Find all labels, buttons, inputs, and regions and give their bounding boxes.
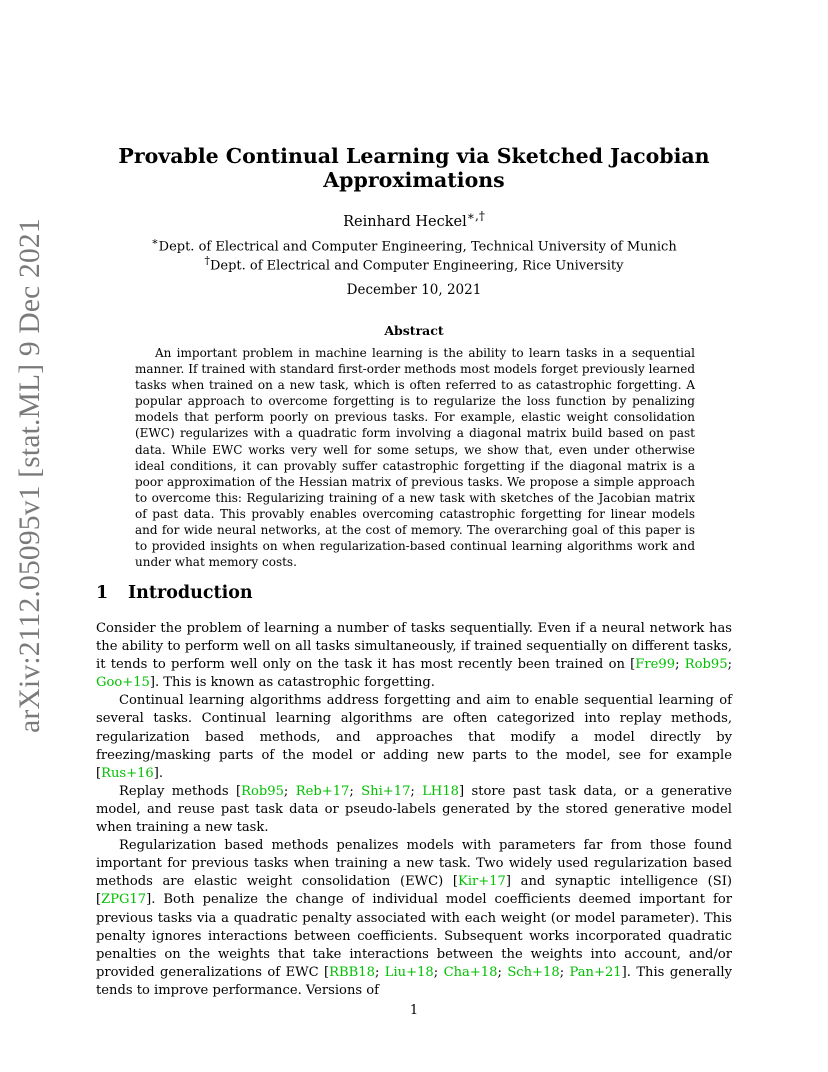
citation-link-goo15[interactable]: Goo+15 (96, 675, 150, 691)
citation-link-liu18[interactable]: Liu+18 (384, 964, 434, 980)
author-affiliation-marks: ∗,† (466, 209, 485, 223)
page-number: 1 (409, 1003, 419, 1018)
arxiv-identifier-stamp (12, 217, 48, 733)
citation-link-fre99[interactable]: Fre99 (635, 657, 676, 673)
intro-paragraph-3: Replay methods [Rob95; Reb+17; Shi+17; LH18] store past task data, or a generative model, and reuse past task data or pseudo-labels generated by the stored generative model when training a new task. (96, 783, 732, 836)
citation-link-pan21[interactable]: Pan+21 (569, 964, 622, 980)
author-name: Reinhard Heckel (343, 213, 467, 230)
abstract-text: An important problem in machine learning is the ability to learn tasks in a sequential manner. If trained with standard first-order methods most models forget previously learned tasks when trained on a new task, which is often referred to as catastrophic forgetting. A popular approach to overcome forgetting is to regularize the loss function by penalizing models that perform poorly on previous tasks. For example, elastic weight consolidation (EWC) regularizes with a quadratic form involving a diagonal matrix build based on past data. While EWC works very well for some setups, we show that, even under otherwise ideal conditions, it can provably suffer catastrophic forgetting if the diagonal matrix is a poor approximation of the Hessian matrix of previous tasks. We propose a simple approach to overcome this: Regularizing training of a new task with sketches of the Jacobian matrix of past data. This provably enables overcoming catastrophic forgetting for linear models and for wide neural networks, at the cost of memory. The overarching goal of this paper is to provided insights on when regularization-based continual learning algorithms work and under what memory costs. (135, 346, 695, 570)
affiliation-2-text: Dept. of Electrical and Computer Engineering, Rice University (209, 258, 624, 274)
section-title: Introduction (128, 583, 253, 603)
citation-link-kir17[interactable]: Kir+17 (458, 874, 506, 890)
citation-link-rob95[interactable]: Rob95 (684, 657, 728, 673)
citation-link-rus16[interactable]: Rus+16 (101, 765, 154, 781)
affiliation-2-mark: † (204, 254, 210, 267)
citation-link-zpg17[interactable]: ZPG17 (101, 892, 147, 908)
affiliation-1 (96, 235, 732, 254)
affiliation-1-text: Dept. of Electrical and Computer Engineering, Technical University of Munich (158, 239, 677, 255)
citation-link-reb17[interactable]: Reb+17 (295, 783, 350, 799)
section-number: 1 (96, 583, 109, 603)
citation-link-sch18[interactable]: Sch+18 (507, 964, 560, 980)
section-heading-introduction (96, 583, 496, 603)
citation-link-shi17[interactable]: Shi+17 (361, 783, 411, 799)
citation-link-cha18[interactable]: Cha+18 (443, 964, 498, 980)
citation-link-lh18[interactable]: LH18 (422, 783, 459, 799)
abstract-heading: Abstract (384, 323, 444, 338)
intro-paragraph-2: Continual learning algorithms address forgetting and aim to enable sequential learning of several tasks. Continual learning algorithms are often categorized into replay methods, regularization based methods, and approaches that modify a model directly by freezing/masking parts of the model or adding new parts to the model, see for example [Rus+16]. (96, 693, 732, 781)
author-line (96, 209, 732, 230)
arxiv-identifier-text: arXiv:2112.05095v1 [stat.ML] 9 Dec 2021 (13, 217, 46, 733)
affiliation-1-mark: ∗ (151, 235, 159, 248)
citation-link-rbb18[interactable]: RBB18 (329, 964, 375, 980)
paper-title: Provable Continual Learning via Sketched Jacobian Approximations (118, 144, 710, 192)
citation-link-rob95[interactable]: Rob95 (241, 783, 284, 799)
affiliation-2 (96, 254, 732, 273)
intro-paragraph-4: Regularization based methods penalizes models with parameters far from those found important for previous tasks when training a new task. Two widely used regularization based methods are elastic weight consolidation (EWC) [Kir+17] and synaptic intelligence (SI) [ZPG17]. Both penalize the change of individual model coefficients deemed important for previous tasks via a quadratic penalty associated with each weight (or model parameter). This penalty ignores interactions between coefficients. Subsequent works incorporated quadratic penalties on the weights that take interactions between the weights into account, and/or provided generalizations of EWC [RBB18; Liu+18; Cha+18; Sch+18; Pan+21]. This generally tends to improve performance. Versions of (96, 838, 732, 998)
introduction-body (96, 620, 732, 1000)
paper-date: December 10, 2021 (346, 282, 482, 298)
intro-paragraph-1: Consider the problem of learning a number of tasks sequentially. Even if a neural network has the ability to perform well on all tasks simultaneously, if trained sequentially on different tasks, it tends to perform well only on the task it has most recently been trained on [Fre99; Rob95; Goo+15]. This is known as catastrophic forgetting. (96, 621, 732, 691)
